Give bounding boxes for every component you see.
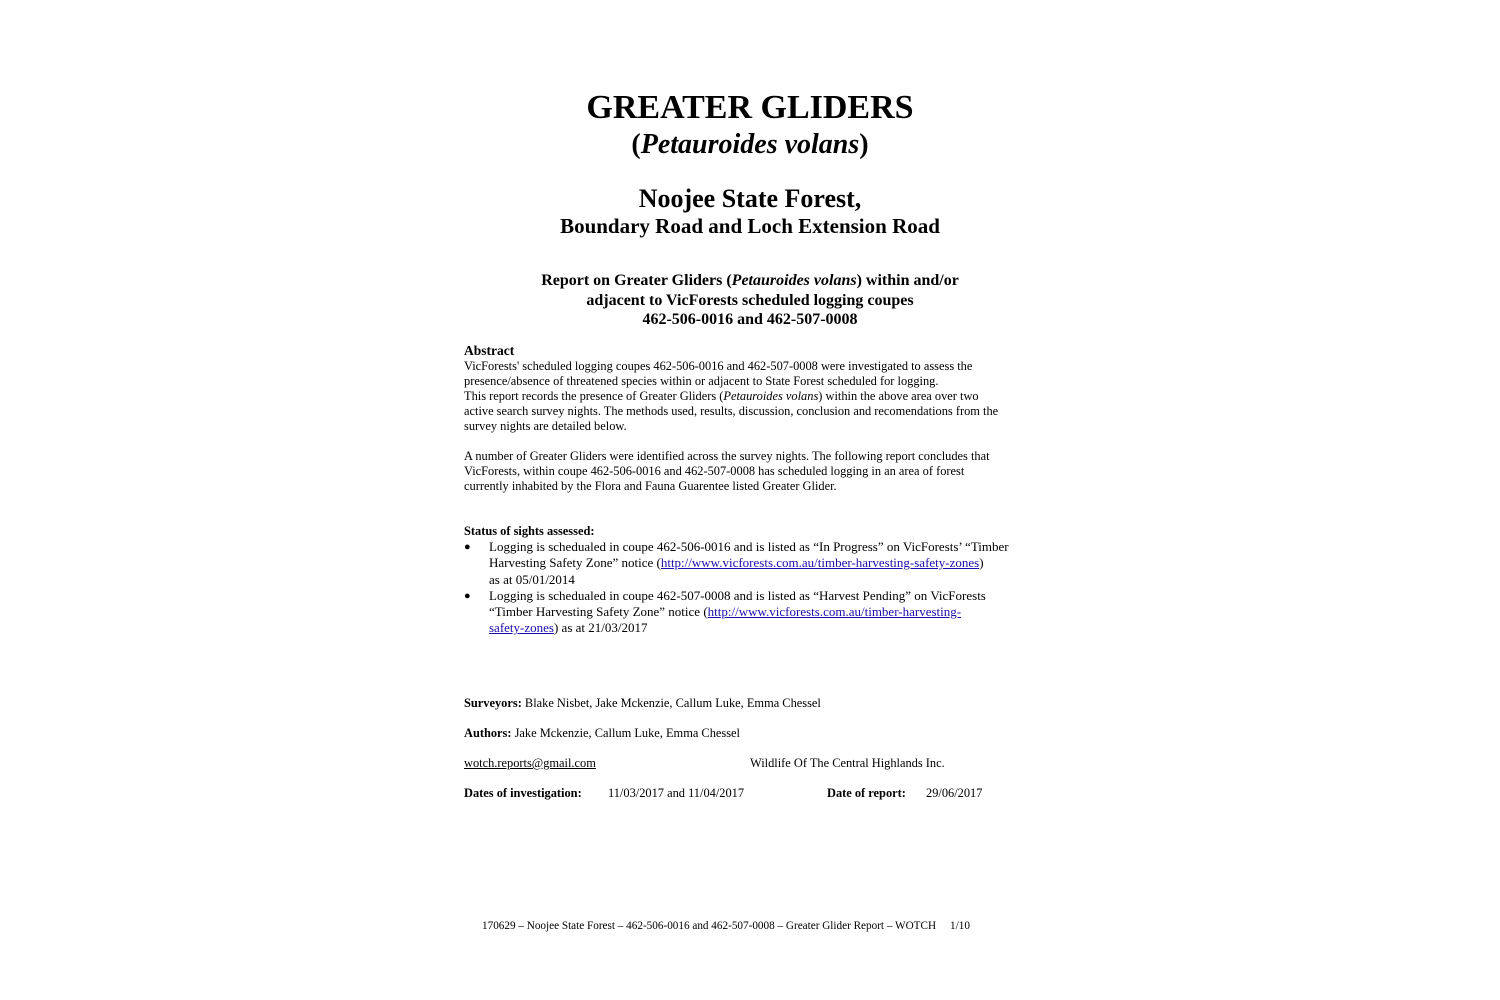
- document-title: GREATER GLIDERS: [586, 89, 914, 126]
- abstract-paragraph-1: VicForests' scheduled logging coupes 462-506-0016 and 462-507-0008 were investigated to assess the presence/absence of threatened species within or adjacent to State Forest scheduled for logging. This report records the presence of Greater Gliders (Petauroides volans) within the above area over two active search survey nights. The methods used, results, discussion, conclusion and recomendations from the survey nights are detailed below.: [464, 359, 999, 433]
- contact-line: [464, 756, 596, 771]
- authors-line: [464, 726, 740, 741]
- vicforests-safety-zones-link[interactable]: http://www.vicforests.com.au/timber-harvesting-safety-zones: [660, 555, 980, 571]
- report-title-line-1: Report on Greater Gliders (Petauroides volans) within and/or: [541, 272, 959, 289]
- page-footer: [482, 919, 970, 933]
- vicforests-safety-zones-link-part-1[interactable]: http://www.vicforests.com.au/timber-harvesting-: [707, 604, 962, 620]
- location-heading: Noojee State Forest,: [638, 184, 862, 213]
- roads-subheading: Boundary Road and Loch Extension Road: [560, 214, 940, 238]
- investigation-dates: 11/03/2017 and 11/04/2017: [608, 786, 745, 800]
- email-link[interactable]: wotch.reports@gmail.com: [464, 756, 596, 770]
- list-item: ● Logging is schedualed in coupe 462-507-0008 and is listed as “Harvest Pending” on VicForests “Timber Harvesting Safety Zone” notice (http://www.vicforests.com.au/timber-harvesting- safety-zones) as at 21/03/2017: [464, 587, 986, 636]
- report-title-line-2: adjacent to VicForests scheduled logging coupes: [586, 291, 914, 309]
- surveyors-label: Surveyors:: [464, 696, 522, 710]
- page-number: 1/10: [950, 920, 970, 932]
- investigation-label: Dates of investigation:: [464, 786, 582, 800]
- status-list: [464, 539, 1044, 637]
- report-title: [0, 271, 1500, 330]
- status-heading: Status of sights assessed:: [464, 524, 595, 538]
- organisation-name: Wildlife Of The Central Highlands Inc.: [750, 756, 945, 770]
- abstract-paragraph-2: A number of Greater Gliders were identified across the survey nights. The following report concludes that VicForests, within coupe 462-506-0016 and 462-507-0008 has scheduled logging in an area of forest currently inhabited by the Flora and Fauna Guarentee listed Greater Glider.: [464, 449, 990, 493]
- authors-label: Authors:: [464, 726, 512, 740]
- surveyors-value: Blake Nisbet, Jake Mckenzie, Callum Luke, Emma Chessel: [521, 696, 821, 710]
- footer-text: 170629 – Noojee State Forest – 462-506-0016 and 462-507-0008 – Greater Glider Report – WOTCH: [482, 920, 937, 932]
- authors-value: Jake Mckenzie, Callum Luke, Emma Chessel: [511, 726, 740, 740]
- list-item: ● Logging is schedualed in coupe 462-506-0016 and is listed as “In Progress” on VicForests’ “Timber Harvesting Safety Zone” notice (http://www.vicforests.com.au/timber-harvesting-safety-zones) as at 05/01/2014: [464, 539, 1009, 587]
- species-close-paren: ): [859, 129, 869, 160]
- species-subtitle: [0, 127, 1500, 163]
- report-date-value: 29/06/2017: [926, 786, 983, 800]
- species-open-paren: (: [631, 129, 641, 160]
- abstract-heading: Abstract: [464, 343, 515, 358]
- species-name: Petauroides volans: [640, 129, 860, 160]
- surveyors-line: [464, 696, 821, 711]
- bullet-icon: ●: [464, 541, 471, 553]
- abstract-species: Petauroides volans: [723, 389, 819, 403]
- report-title-line-3: 462-506-0016 and 462-507-0008: [642, 311, 858, 328]
- report-title-species: Petauroides volans: [731, 272, 857, 289]
- bullet-icon: ●: [464, 589, 471, 602]
- vicforests-safety-zones-link-part-2[interactable]: safety-zones: [489, 620, 554, 636]
- report-date-label: Date of report:: [827, 786, 906, 800]
